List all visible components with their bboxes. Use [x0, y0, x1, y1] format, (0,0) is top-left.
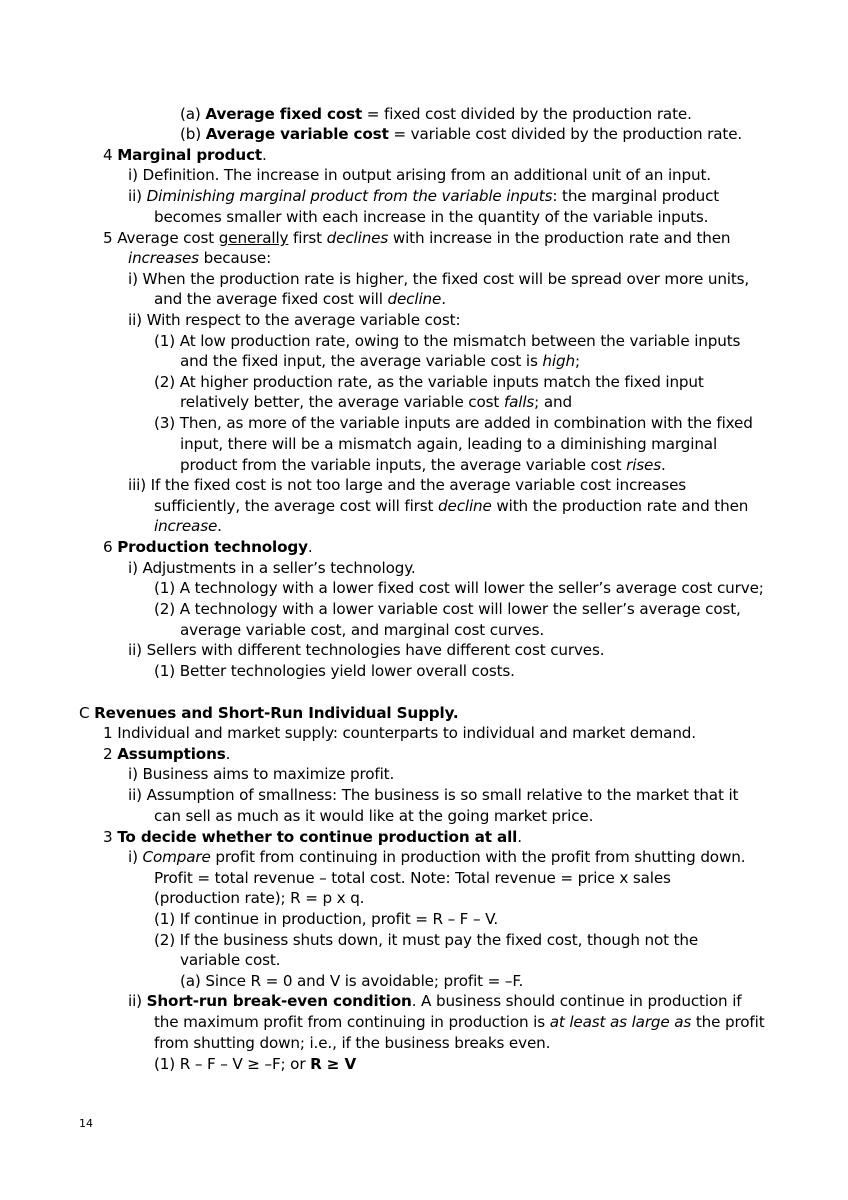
text-run: .	[307, 538, 313, 556]
text-run: (b)	[180, 125, 206, 143]
text-run: .	[441, 290, 446, 308]
section-heading-c	[79, 703, 459, 723]
text-run: first	[288, 229, 327, 247]
text-run: (1) R – F – V ≥ –F; or	[154, 1055, 311, 1073]
text-run: .	[262, 146, 267, 164]
text-run: from shutting down; i.e., if the business breaks even.	[154, 1034, 551, 1052]
text-run: i)	[128, 848, 143, 866]
text-line	[128, 764, 394, 784]
text-run: i) Adjustments in a seller’s technology.	[128, 559, 416, 577]
text-line	[154, 516, 222, 536]
text-run: input, there will be a mismatch again, leading to a diminishing marginal	[180, 435, 718, 453]
text-line	[154, 372, 704, 392]
text-run: 6	[103, 538, 118, 556]
text-line	[154, 806, 593, 826]
text-run: (production rate); R = p x q.	[154, 889, 365, 907]
text-run: (1) Better technologies yield lower overall costs.	[154, 662, 515, 680]
text-run: ;	[574, 352, 580, 370]
text-run: product from the variable inputs, the average variable cost	[180, 456, 627, 474]
text-line	[154, 331, 740, 351]
page-number: 14	[79, 1117, 93, 1130]
italic-text: rises	[626, 456, 661, 474]
underlined-text: generally	[218, 229, 289, 247]
text-line	[154, 413, 753, 433]
text-run: with increase in the production rate and then	[388, 229, 731, 247]
text-run: 3	[103, 828, 118, 846]
text-run: Profit = total revenue – total cost. Note: Total revenue = price x sales	[154, 869, 671, 887]
text-line	[154, 496, 748, 516]
text-run: and the average fixed cost will	[154, 290, 388, 308]
italic-text: increases	[128, 249, 199, 267]
text-line	[154, 289, 446, 309]
text-line	[128, 558, 416, 578]
section-heading	[103, 744, 230, 764]
text-run: becomes smaller with each increase in the quantity of the variable inputs.	[154, 208, 709, 226]
text-run: because:	[198, 249, 272, 267]
italic-text: decline	[438, 497, 492, 515]
text-run: (1) If continue in production, profit = R – F – V.	[154, 910, 499, 928]
text-run: : the marginal product	[552, 187, 720, 205]
text-line	[180, 434, 717, 454]
bold-text: Average fixed cost	[205, 105, 363, 123]
text-line	[180, 392, 572, 412]
bold-text: Production technology	[117, 538, 308, 556]
text-run: (1) At low production rate, owing to the mismatch between the variable inputs	[154, 332, 741, 350]
text-line	[180, 124, 742, 144]
text-run: the profit	[691, 1013, 765, 1031]
section-heading	[103, 827, 522, 847]
text-run: (2) A technology with a lower variable cost will lower the seller’s average cost,	[154, 600, 741, 618]
text-run: and the fixed input, the average variable cost is	[180, 352, 543, 370]
text-line	[154, 930, 698, 950]
text-line	[154, 599, 741, 619]
text-line	[154, 888, 364, 908]
text-run: 2	[103, 745, 118, 763]
text-run: .	[517, 828, 522, 846]
italic-text: decline	[387, 290, 442, 308]
italic-text: Diminishing marginal product from the variable inputs	[146, 187, 553, 205]
text-run: profit from continuing in production with the profit from shutting down.	[210, 848, 746, 866]
bold-text: Revenues and Short-Run Individual Supply.	[94, 704, 459, 722]
text-line	[128, 248, 271, 268]
bold-text: R ≥ V	[310, 1055, 357, 1073]
text-line	[154, 868, 671, 888]
text-run: i) When the production rate is higher, the fixed cost will be spread over more units,	[128, 270, 750, 288]
text-line	[128, 310, 460, 330]
text-run: C	[79, 704, 95, 722]
text-run: (1) A technology with a lower fixed cost will lower the seller’s average cost curve;	[154, 579, 764, 597]
text-run: ii) With respect to the average variable cost:	[128, 311, 461, 329]
text-run: ii)	[128, 992, 147, 1010]
text-line	[180, 950, 280, 970]
text-run: (3) Then, as more of the variable inputs are added in combination with the fixed	[154, 414, 753, 432]
text-line	[154, 1033, 550, 1053]
text-run: i) Definition. The increase in output arising from an additional unit of an input.	[128, 166, 711, 184]
text-run: . A business should continue in production if	[411, 992, 742, 1010]
italic-text: at least as large as	[549, 1013, 692, 1031]
text-line	[180, 104, 692, 124]
italic-text: high	[542, 352, 575, 370]
text-run: sufficiently, the average cost will first	[154, 497, 439, 515]
italic-text: declines	[326, 229, 389, 247]
text-run: average variable cost, and marginal cost curves.	[180, 621, 545, 639]
text-line	[154, 207, 708, 227]
text-line	[180, 455, 666, 475]
bold-text: Short-run break-even condition	[146, 992, 412, 1010]
text-run: = fixed cost divided by the production rate.	[362, 105, 692, 123]
text-run: ii) Assumption of smallness: The business is so small relative to the market that it	[128, 786, 739, 804]
section-heading	[103, 537, 313, 557]
text-run: (2) If the business shuts down, it must pay the fixed cost, though not the	[154, 931, 699, 949]
text-line	[103, 228, 730, 248]
text-line	[154, 1054, 356, 1074]
text-line	[128, 186, 719, 206]
text-line	[154, 909, 498, 929]
text-line	[154, 661, 515, 681]
text-run: iii) If the fixed cost is not too large and the average variable cost increases	[128, 476, 687, 494]
text-line	[154, 1012, 765, 1032]
bold-text: Marginal product	[117, 146, 263, 164]
text-line	[128, 640, 604, 660]
text-run: (a) Since R = 0 and V is avoidable; profit = –F.	[180, 972, 524, 990]
text-line	[103, 723, 696, 743]
text-run: ii) Sellers with different technologies have different cost curves.	[128, 641, 605, 659]
text-run: with the production rate and then	[491, 497, 749, 515]
text-line	[180, 620, 544, 640]
text-run: = variable cost divided by the production rate.	[388, 125, 743, 143]
bold-text: Average variable cost	[205, 125, 389, 143]
text-run: .	[217, 517, 222, 535]
bold-text: Assumptions	[117, 745, 226, 763]
italic-text: falls	[503, 393, 535, 411]
text-line	[128, 165, 711, 185]
italic-text: increase	[154, 517, 218, 535]
text-run: ; and	[534, 393, 572, 411]
bold-text: To decide whether to continue production at all	[117, 828, 518, 846]
text-run: variable cost.	[180, 951, 281, 969]
text-run: can sell as much as it would like at the going market price.	[154, 807, 594, 825]
text-run: 5 Average cost	[103, 229, 219, 247]
text-run: 4	[103, 146, 118, 164]
text-run: (2) At higher production rate, as the variable inputs match the fixed input	[154, 373, 704, 391]
text-line	[154, 578, 764, 598]
text-run: 1 Individual and market supply: counterparts to individual and market demand.	[103, 724, 696, 742]
italic-text: Compare	[142, 848, 211, 866]
text-line	[128, 475, 686, 495]
text-line	[128, 847, 745, 867]
text-run: i) Business aims to maximize profit.	[128, 765, 395, 783]
text-run: the maximum profit from continuing in production is	[154, 1013, 550, 1031]
text-line	[128, 991, 741, 1011]
text-line	[128, 785, 738, 805]
text-run: .	[660, 456, 666, 474]
text-run: .	[225, 745, 231, 763]
text-line	[128, 269, 749, 289]
text-run: (a)	[180, 105, 206, 123]
text-line	[180, 351, 580, 371]
text-line	[180, 971, 523, 991]
text-run: relatively better, the average variable cost	[180, 393, 504, 411]
section-heading	[103, 145, 267, 165]
text-run: ii)	[128, 187, 147, 205]
